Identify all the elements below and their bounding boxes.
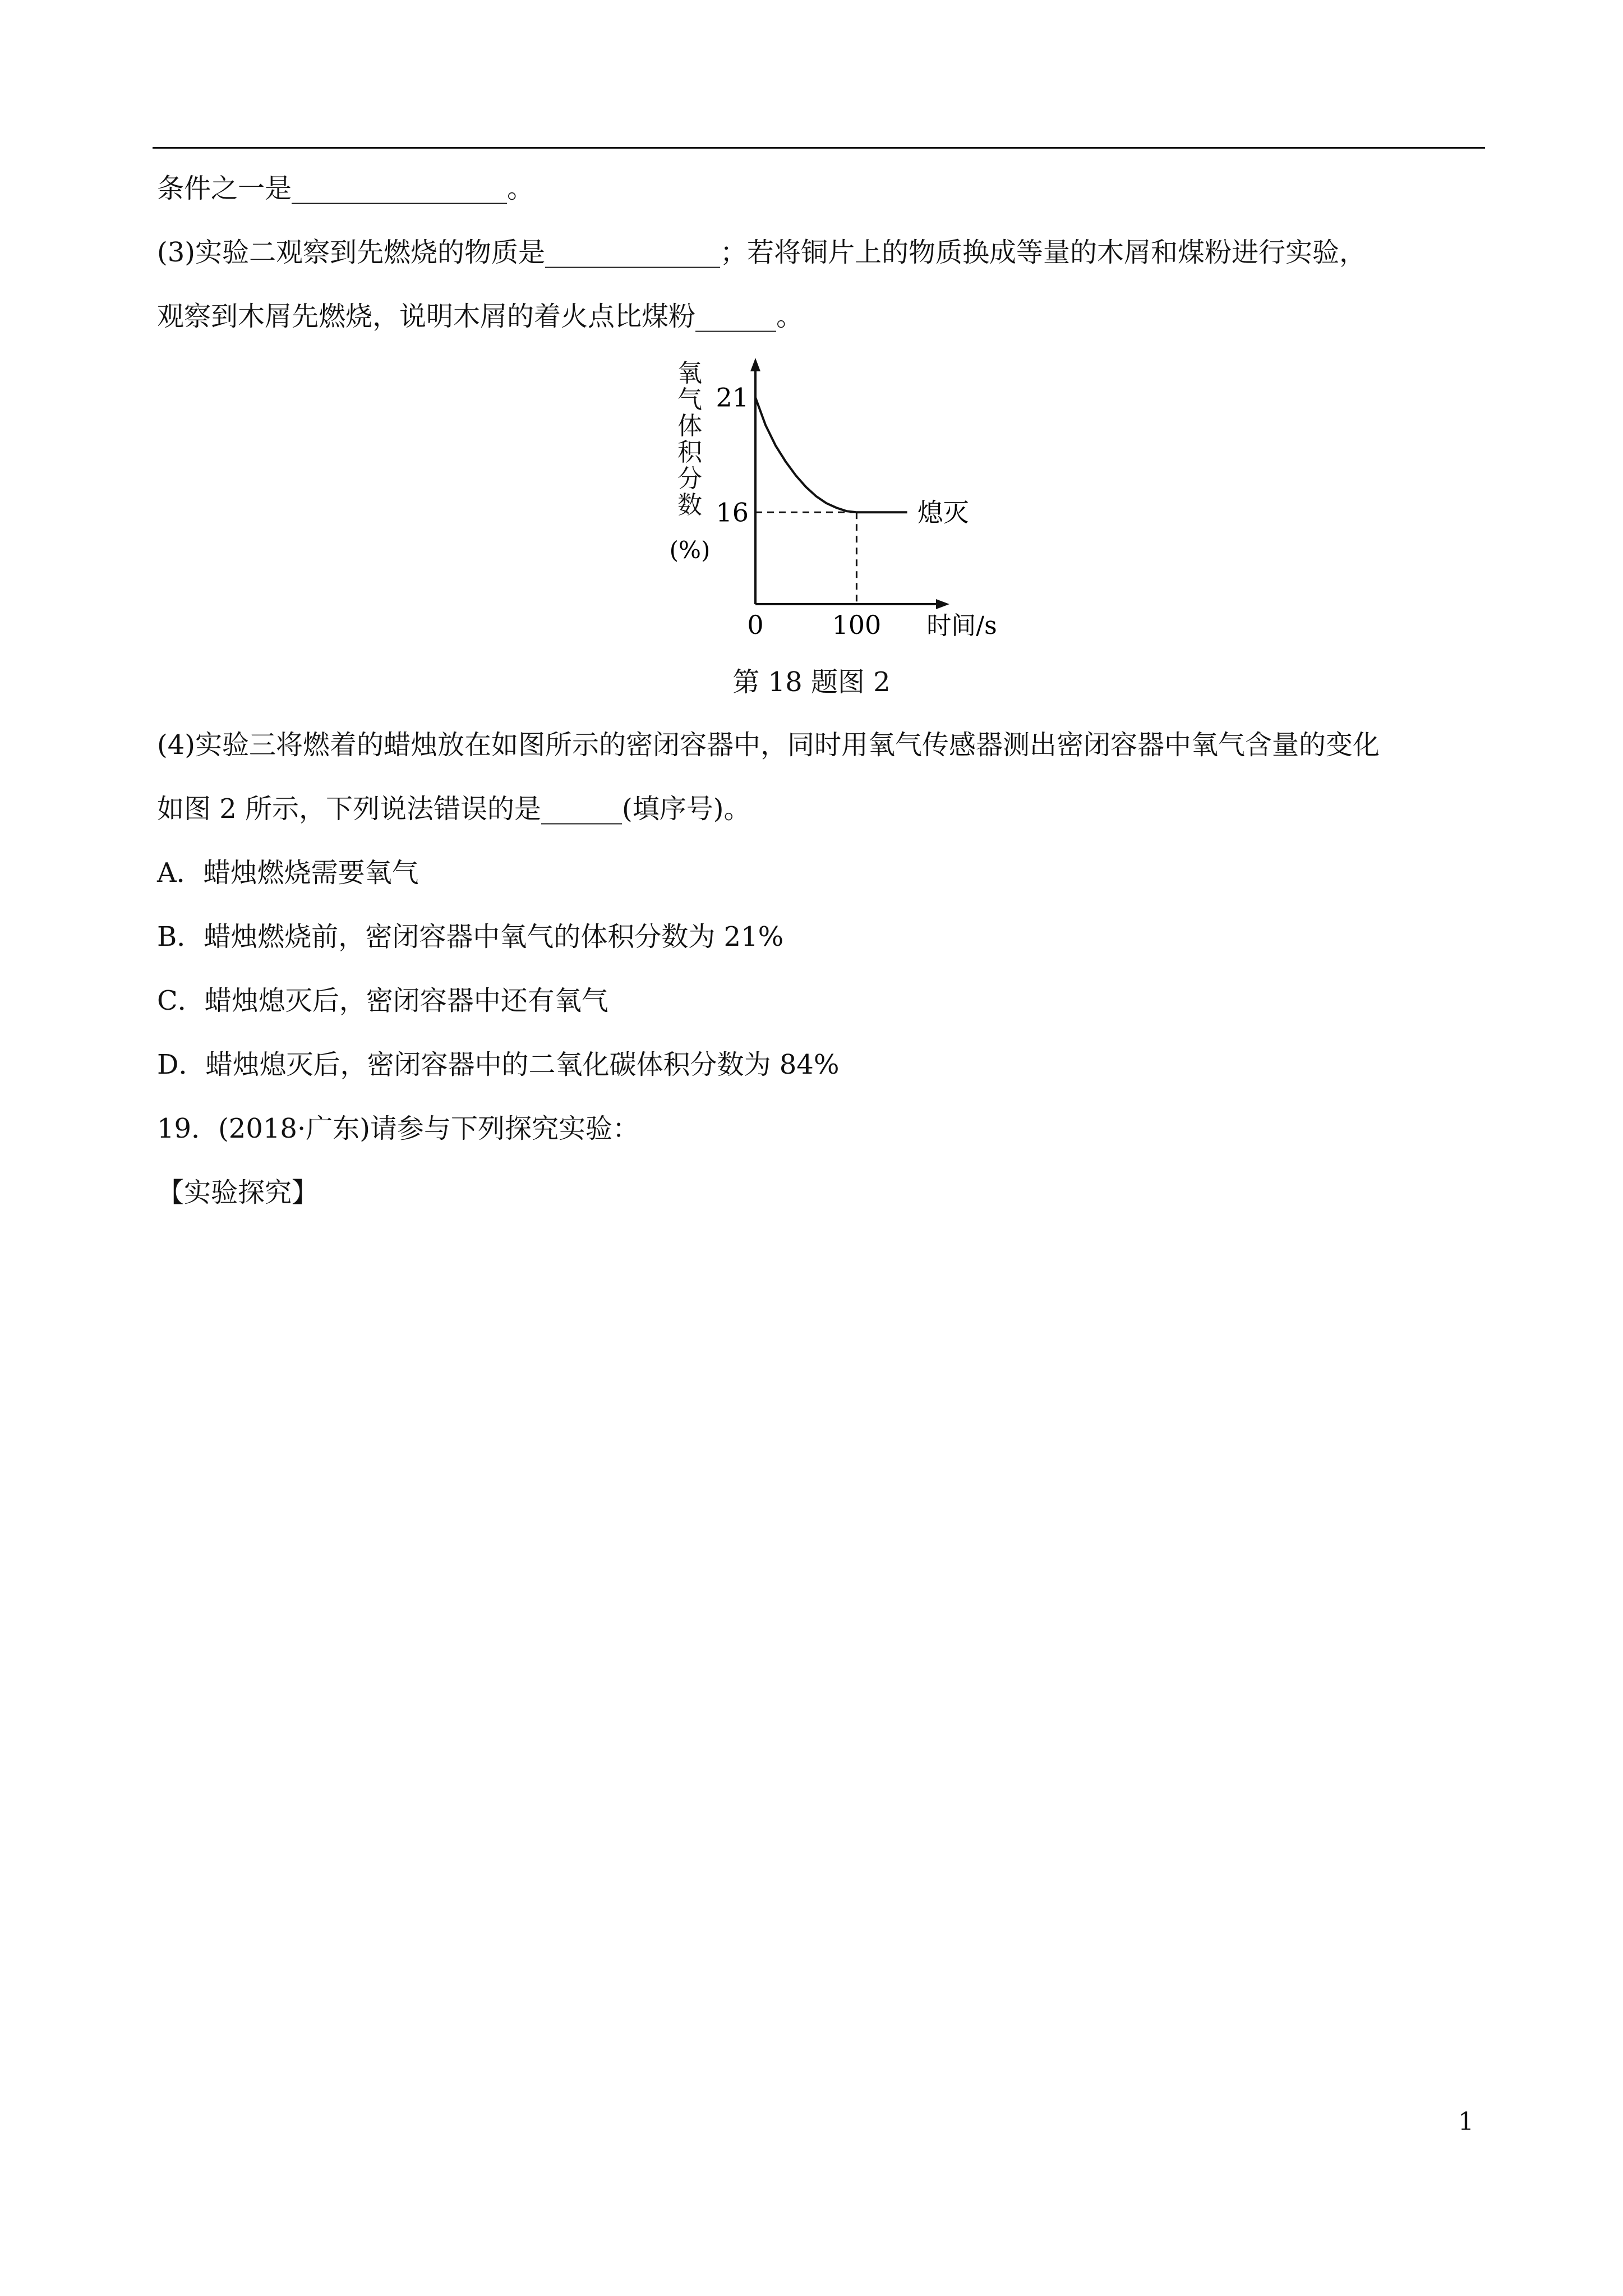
- y-axis-label-char: 气: [677, 385, 702, 414]
- y-tick-label-16: 16: [716, 497, 749, 528]
- y-axis-label: [677, 359, 703, 519]
- question-4-line-2: 如图 2 所示，下列说法错误的是______(填序号)。: [157, 793, 751, 825]
- option-b: B．蜡烛燃烧前，密闭容器中氧气的体积分数为 21%: [157, 921, 784, 953]
- x-axis-label: 时间/s: [926, 611, 997, 640]
- header-rule: [153, 147, 1485, 149]
- y-tick-label-21: 21: [716, 382, 749, 413]
- option-a: A．蜡烛燃烧需要氧气: [157, 857, 419, 889]
- y-axis-label-char: 数: [677, 491, 702, 519]
- y-axis-label-char: 分: [677, 464, 702, 493]
- section-heading: 【实验探究】: [157, 1177, 319, 1208]
- option-d: D．蜡烛熄灭后，密闭容器中的二氧化碳体积分数为 84%: [157, 1049, 840, 1080]
- y-axis-unit: (%): [669, 536, 711, 564]
- y-axis-label-char: 氧: [677, 359, 702, 388]
- x-tick-label-100: 100: [832, 610, 882, 640]
- y-axis-arrow: [750, 358, 760, 371]
- question-4-line-1: (4)实验三将燃着的蜡烛放在如图所示的密闭容器中，同时用氧气传感器测出密闭容器中氧气含量的变化: [157, 729, 1380, 761]
- page-number: 1: [1458, 2108, 1474, 2136]
- question-3-line-1: (3)实验二观察到先燃烧的物质是_____________；若将铜片上的物质换成等量的木屑和煤粉进行实验，: [157, 237, 1366, 268]
- option-c: C．蜡烛熄灭后，密闭容器中还有氧气: [157, 985, 608, 1016]
- question-19: 19．(2018·广东)请参与下列探究实验：: [157, 1113, 639, 1144]
- y-axis-label-char: 体: [677, 412, 702, 440]
- text-line-condition: 条件之一是________________。: [157, 173, 534, 204]
- oxygen-volume-chart: [651, 342, 998, 645]
- x-axis-arrow: [936, 599, 949, 609]
- annotation-extinguished: 熄灭: [917, 497, 969, 528]
- oxygen-curve: [755, 398, 907, 513]
- question-3-line-2: 观察到木屑先燃烧，说明木屑的着火点比煤粉______。: [157, 301, 804, 332]
- figure-caption: 第 18 题图 2: [732, 666, 891, 698]
- x-tick-label-0: 0: [747, 610, 764, 640]
- y-axis-label-char: 积: [677, 438, 702, 467]
